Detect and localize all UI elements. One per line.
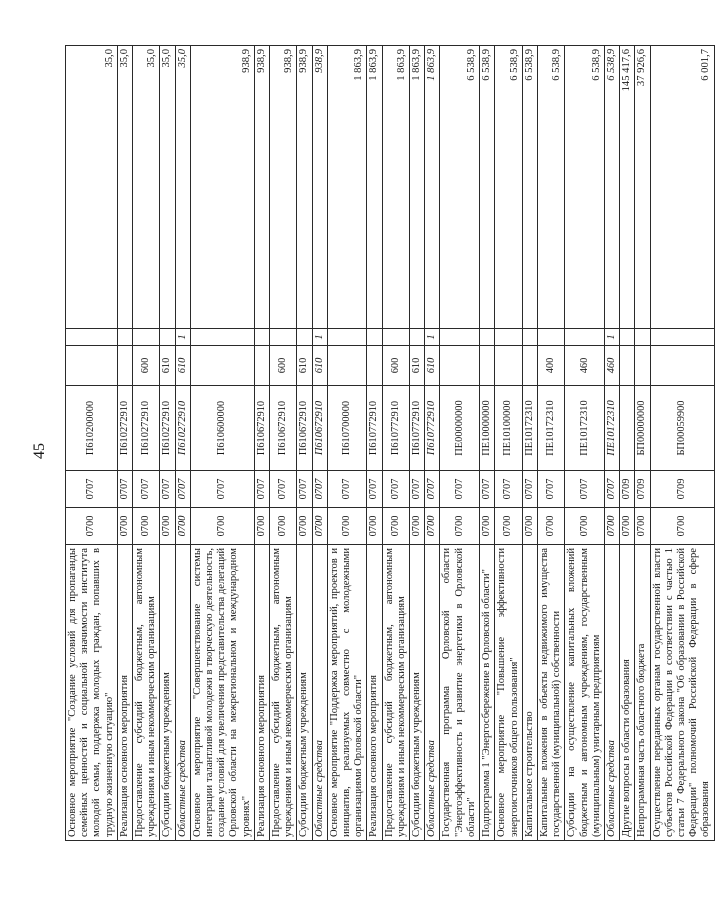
row-expense-type-cell: 610 (160, 346, 175, 386)
row-section-cell: 0700 (480, 508, 495, 545)
row-source-cell (367, 329, 382, 346)
row-subsection-cell: 0709 (620, 471, 635, 508)
row-amount-cell: 37 926,6 (635, 46, 650, 329)
table-row (254, 46, 269, 841)
row-subsection-cell: 0709 (650, 471, 714, 508)
row-amount-cell: 6 538,9 (604, 46, 619, 329)
row-target-article-cell: ПЕ10100000 (495, 386, 522, 471)
row-source-cell (160, 329, 175, 346)
row-target-article-cell: П610272910 (133, 386, 160, 471)
row-expense-type-cell (620, 346, 635, 386)
row-amount-cell: 6 538,9 (440, 46, 480, 329)
row-subsection-cell: 0707 (604, 471, 619, 508)
row-name-cell: Реализация основного мероприятия (117, 545, 132, 841)
row-section-cell: 0700 (635, 508, 650, 545)
row-target-article-cell: П610700000 (327, 386, 367, 471)
table-row (270, 46, 297, 841)
table-row (635, 46, 650, 841)
table-row (117, 46, 132, 841)
table-row (410, 46, 425, 841)
row-section-cell: 0700 (312, 508, 327, 545)
row-subsection-cell: 0707 (175, 471, 190, 508)
row-subsection-cell: 0707 (297, 471, 312, 508)
row-section-cell: 0700 (190, 508, 254, 545)
row-name-cell: Основное мероприятие "Поддержка мероприятий, проектов и инициатив, реализуемых совместно с молодежными организациями Орловской области" (327, 545, 367, 841)
budget-table (65, 45, 715, 841)
row-expense-type-cell (66, 346, 118, 386)
row-section-cell: 0700 (270, 508, 297, 545)
row-expense-type-cell (440, 346, 480, 386)
row-expense-type-cell: 610 (297, 346, 312, 386)
row-subsection-cell: 0707 (410, 471, 425, 508)
row-subsection-cell: 0707 (537, 471, 564, 508)
row-name-cell: Областные средства (312, 545, 327, 841)
row-name-cell: Предоставление субсидий бюджетным, автономным учреждениям и иным некоммерческим организациям (133, 545, 160, 841)
row-source-cell: 1 (604, 329, 619, 346)
row-source-cell (297, 329, 312, 346)
row-amount-cell: 938,9 (190, 46, 254, 329)
row-amount-cell: 6 538,9 (522, 46, 537, 329)
table-row (604, 46, 619, 841)
row-source-cell (480, 329, 495, 346)
table-row (620, 46, 635, 841)
row-expense-type-cell: 610 (425, 346, 440, 386)
row-section-cell: 0700 (327, 508, 367, 545)
row-source-cell (117, 329, 132, 346)
row-name-cell: Областные средства (425, 545, 440, 841)
row-name-cell: Субсидии бюджетным учреждениям (297, 545, 312, 841)
row-expense-type-cell: 600 (270, 346, 297, 386)
row-target-article-cell (620, 386, 635, 471)
row-section-cell: 0700 (565, 508, 605, 545)
row-name-cell: Другие вопросы в области образования (620, 545, 635, 841)
row-amount-cell: 35,0 (117, 46, 132, 329)
row-expense-type-cell (495, 346, 522, 386)
row-source-cell (327, 329, 367, 346)
row-expense-type-cell (480, 346, 495, 386)
row-name-cell: Основное мероприятие "Совершенствование системы интеграции талантливой молодежи в творческую деятельность, создание условий для увеличения представительства делегаций Орловской области на межрегиональном и международном уровнях" (190, 545, 254, 841)
row-expense-type-cell: 610 (410, 346, 425, 386)
row-target-article-cell: П610672910 (297, 386, 312, 471)
row-name-cell: Субсидии бюджетным учреждениям (160, 545, 175, 841)
row-amount-cell: 1 863,9 (410, 46, 425, 329)
row-expense-type-cell: 610 (175, 346, 190, 386)
row-name-cell: Основное мероприятие "Повышение эффективности энергоисточников общего пользования" (495, 545, 522, 841)
row-expense-type-cell: 460 (565, 346, 605, 386)
table-row (160, 46, 175, 841)
table-row (367, 46, 382, 841)
row-amount-cell: 1 863,9 (382, 46, 409, 329)
row-section-cell: 0700 (297, 508, 312, 545)
rotated-table-viewport (65, 46, 712, 841)
table-row (522, 46, 537, 841)
row-section-cell: 0700 (117, 508, 132, 545)
row-source-cell (410, 329, 425, 346)
row-section-cell: 0700 (425, 508, 440, 545)
row-source-cell (537, 329, 564, 346)
row-section-cell: 0700 (604, 508, 619, 545)
row-expense-type-cell (190, 346, 254, 386)
budget-table-wrapper (65, 46, 712, 841)
row-expense-type-cell (327, 346, 367, 386)
row-source-cell (270, 329, 297, 346)
row-subsection-cell: 0707 (327, 471, 367, 508)
row-amount-cell: 6 538,9 (565, 46, 605, 329)
table-row (537, 46, 564, 841)
table-row (382, 46, 409, 841)
row-subsection-cell: 0707 (133, 471, 160, 508)
row-source-cell: 1 (312, 329, 327, 346)
row-source-cell (522, 329, 537, 346)
row-amount-cell: 938,9 (270, 46, 297, 329)
row-section-cell: 0700 (440, 508, 480, 545)
row-name-cell: Капитальное строительство (522, 545, 537, 841)
row-amount-cell: 6 001,7 (650, 46, 714, 329)
row-section-cell: 0700 (160, 508, 175, 545)
row-target-article-cell: П610772910 (382, 386, 409, 471)
row-amount-cell: 6 538,9 (537, 46, 564, 329)
row-target-article-cell: ПЕ10172310 (522, 386, 537, 471)
row-target-article-cell: ПЕ10000000 (480, 386, 495, 471)
row-subsection-cell: 0707 (565, 471, 605, 508)
row-name-cell: Непрограммная часть областного бюджета (635, 545, 650, 841)
row-target-article-cell: П610272910 (175, 386, 190, 471)
row-target-article-cell: П610272910 (117, 386, 132, 471)
row-source-cell (635, 329, 650, 346)
table-row (312, 46, 327, 841)
row-subsection-cell: 0707 (382, 471, 409, 508)
row-expense-type-cell: 600 (382, 346, 409, 386)
row-section-cell: 0700 (254, 508, 269, 545)
table-row (440, 46, 480, 841)
row-source-cell (495, 329, 522, 346)
row-source-cell (133, 329, 160, 346)
row-section-cell: 0700 (133, 508, 160, 545)
row-section-cell: 0700 (367, 508, 382, 545)
row-expense-type-cell (635, 346, 650, 386)
row-source-cell (254, 329, 269, 346)
row-target-article-cell: ПЕ10172310 (537, 386, 564, 471)
row-subsection-cell: 0707 (312, 471, 327, 508)
row-amount-cell: 1 863,9 (367, 46, 382, 329)
row-name-cell: Реализация основного мероприятия (254, 545, 269, 841)
row-amount-cell: 35,0 (66, 46, 118, 329)
row-target-article-cell: П610672910 (312, 386, 327, 471)
table-row (133, 46, 160, 841)
table-row (175, 46, 190, 841)
table-row (565, 46, 605, 841)
row-source-cell (382, 329, 409, 346)
row-source-cell (66, 329, 118, 346)
row-amount-cell: 938,9 (254, 46, 269, 329)
row-target-article-cell: П610272910 (160, 386, 175, 471)
row-name-cell: Субсидии бюджетным учреждениям (410, 545, 425, 841)
row-target-article-cell: ПЕ10172310 (565, 386, 605, 471)
row-target-article-cell: П610772910 (425, 386, 440, 471)
row-name-cell: Подпрограмма 1 "Энергосбережение в Орловской области" (480, 545, 495, 841)
row-subsection-cell: 0707 (480, 471, 495, 508)
row-name-cell: Субсидии на осуществление капитальных вложений бюджетным и автономным учреждениям, государственным (муниципальным) унитарным предприятиям (565, 545, 605, 841)
row-amount-cell: 1 863,9 (327, 46, 367, 329)
row-amount-cell: 35,0 (133, 46, 160, 329)
row-source-cell (440, 329, 480, 346)
row-target-article-cell: П610772910 (367, 386, 382, 471)
row-name-cell: Областные средства (604, 545, 619, 841)
row-expense-type-cell (254, 346, 269, 386)
row-source-cell (190, 329, 254, 346)
row-subsection-cell: 0707 (190, 471, 254, 508)
row-target-article-cell: П610672910 (270, 386, 297, 471)
row-expense-type-cell: 610 (312, 346, 327, 386)
table-row (495, 46, 522, 841)
row-subsection-cell: 0707 (495, 471, 522, 508)
row-target-article-cell: П610600000 (190, 386, 254, 471)
table-row (480, 46, 495, 841)
row-source-cell (650, 329, 714, 346)
row-amount-cell: 938,9 (312, 46, 327, 329)
row-target-article-cell: П610772910 (410, 386, 425, 471)
row-target-article-cell: П610672910 (254, 386, 269, 471)
row-source-cell: 1 (175, 329, 190, 346)
row-section-cell: 0700 (495, 508, 522, 545)
table-row (190, 46, 254, 841)
row-subsection-cell: 0707 (367, 471, 382, 508)
row-subsection-cell: 0707 (270, 471, 297, 508)
row-amount-cell: 145 417,6 (620, 46, 635, 329)
row-section-cell: 0700 (175, 508, 190, 545)
row-expense-type-cell (522, 346, 537, 386)
table-row (297, 46, 312, 841)
table-row (327, 46, 367, 841)
row-section-cell: 0700 (410, 508, 425, 545)
row-section-cell: 0700 (620, 508, 635, 545)
row-expense-type-cell: 460 (604, 346, 619, 386)
row-name-cell: Областные средства (175, 545, 190, 841)
row-expense-type-cell: 600 (133, 346, 160, 386)
row-amount-cell: 1 863,9 (425, 46, 440, 329)
row-amount-cell: 35,0 (175, 46, 190, 329)
row-subsection-cell: 0707 (440, 471, 480, 508)
row-section-cell: 0700 (66, 508, 118, 545)
row-target-article-cell: БП00059900 (650, 386, 714, 471)
row-expense-type-cell (650, 346, 714, 386)
row-subsection-cell: 0707 (425, 471, 440, 508)
row-subsection-cell: 0707 (66, 471, 118, 508)
row-name-cell: Капитальные вложения в объекты недвижимого имущества государственной (муниципальной) собственности (537, 545, 564, 841)
row-name-cell: Реализация основного мероприятия (367, 545, 382, 841)
row-source-cell (620, 329, 635, 346)
row-section-cell: 0700 (522, 508, 537, 545)
row-subsection-cell: 0707 (117, 471, 132, 508)
row-section-cell: 0700 (382, 508, 409, 545)
row-name-cell: Основное мероприятие "Создание условий для пропаганды семейных ценностей и социальной значимости института молодой семьи, поддержка молодых граждан, попавших в трудную жизненную ситуацию" (66, 545, 118, 841)
budget-table-body (66, 46, 715, 841)
page-number: 45 (31, 443, 48, 459)
row-subsection-cell: 0707 (160, 471, 175, 508)
row-section-cell: 0700 (537, 508, 564, 545)
row-subsection-cell: 0707 (254, 471, 269, 508)
row-name-cell: Предоставление субсидий бюджетным, автономным учреждениям и иным некоммерческим организациям (382, 545, 409, 841)
table-row (66, 46, 118, 841)
row-source-cell (565, 329, 605, 346)
row-amount-cell: 938,9 (297, 46, 312, 329)
row-target-article-cell: БП00000000 (635, 386, 650, 471)
row-name-cell: Государственная программа Орловской области "Энергоэффективность и развитие энергетики в Орловской области" (440, 545, 480, 841)
row-subsection-cell: 0707 (522, 471, 537, 508)
row-target-article-cell: ПЕ10172310 (604, 386, 619, 471)
row-amount-cell: 35,0 (160, 46, 175, 329)
row-name-cell: Осуществление переданных органам государственной власти субъектов Российской Федерации в соответствии с частью 1 статьи 7 Федерального закона "Об образовании в Российской Федерации" полномочий Российской Федерации в сфере образования (650, 545, 714, 841)
row-source-cell: 1 (425, 329, 440, 346)
row-amount-cell: 6 538,9 (495, 46, 522, 329)
row-target-article-cell: П610200000 (66, 386, 118, 471)
row-target-article-cell: ПЕ00000000 (440, 386, 480, 471)
table-row (650, 46, 714, 841)
table-row (425, 46, 440, 841)
row-amount-cell: 6 538,9 (480, 46, 495, 329)
row-name-cell: Предоставление субсидий бюджетным, автономным учреждениям и иным некоммерческим организациям (270, 545, 297, 841)
row-expense-type-cell (117, 346, 132, 386)
row-expense-type-cell (367, 346, 382, 386)
row-expense-type-cell: 400 (537, 346, 564, 386)
row-subsection-cell: 0709 (635, 471, 650, 508)
row-section-cell: 0700 (650, 508, 714, 545)
